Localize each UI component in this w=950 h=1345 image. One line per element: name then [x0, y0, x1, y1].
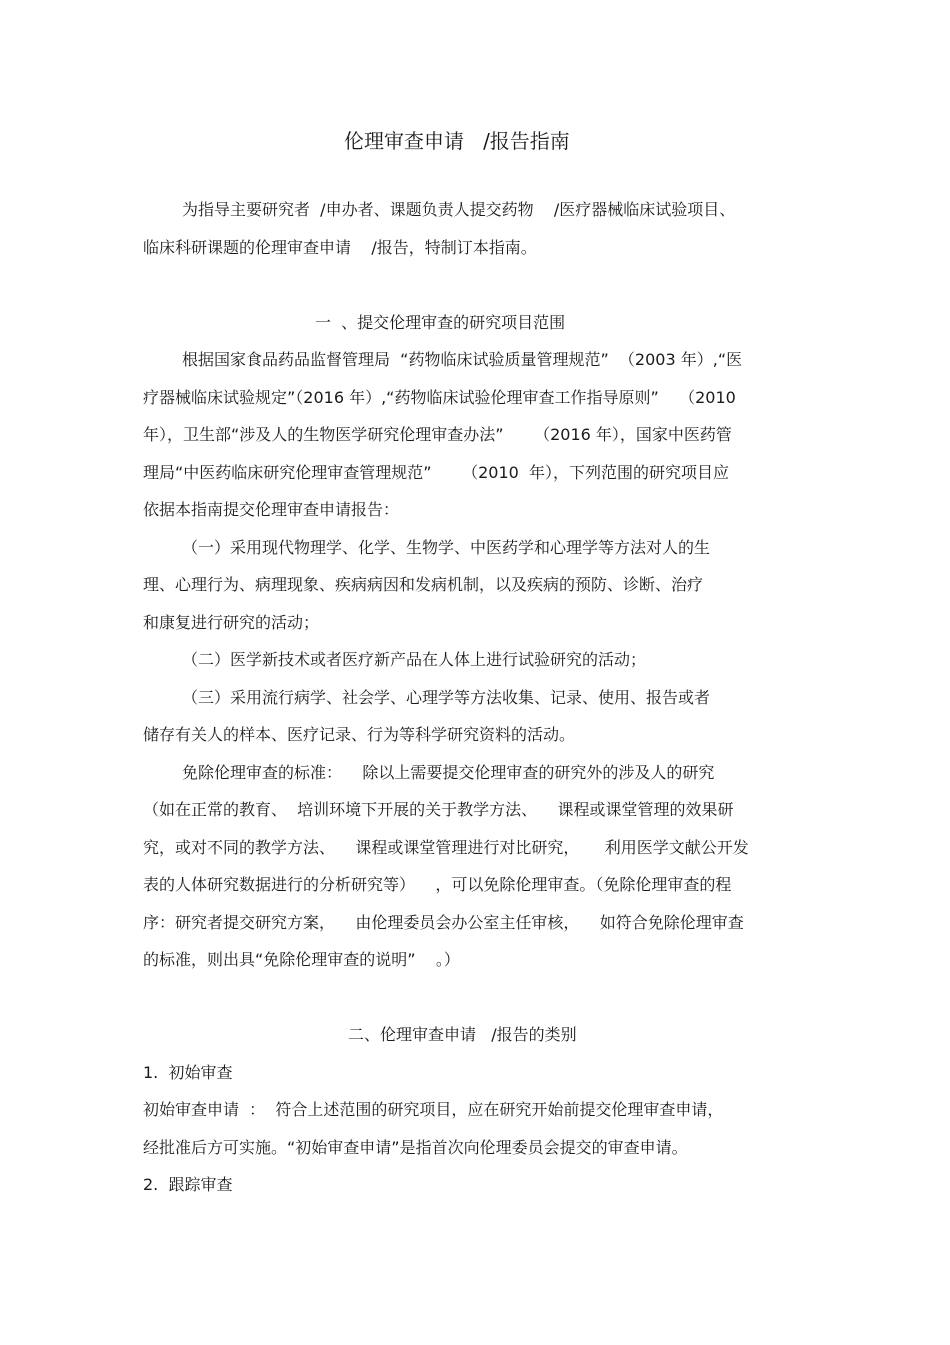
section-1-line: 理、心理行为、病理现象、疾病病因和发病机制，以及疾病的预防、诊断、治疗: [143, 575, 704, 594]
section-1-line: （三）采用流行病学、社会学、心理学等方法收集、记录、使用、报告或者: [182, 688, 711, 707]
section-2-line: 初始审查申请 ： 符合上述范围的研究项目，应在研究开始前提交伦理审查申请，: [143, 1100, 724, 1119]
section-1-line: 序：研究者提交研究方案， 由伦理委员会办公室主任审核， 如符合免除伦理审查: [143, 913, 744, 932]
section-1-line: 表的人体研究数据进行的分析研究等） ，可以免除伦理审查。（免除伦理审查的程: [143, 875, 732, 894]
section-2-heading: 二、伦理审查申请 /报告的类别: [348, 1025, 577, 1044]
section-1-line: 根据国家食品药品监督管理局 “药物临床试验质量管理规范” （2003 年）,“医: [182, 350, 743, 369]
section-1-line: （如在正常的教育、 培训环境下开展的关于教学方法、 课程或课堂管理的效果研: [143, 800, 734, 819]
section-1-line: 理局“中医药临床研究伦理审查管理规范” （2010 年），下列范围的研究项目应: [143, 463, 729, 482]
intro-line-2: 临床科研课题的伦理审查申请 /报告，特制订本指南。: [143, 238, 537, 257]
intro-line-1: 为指导主要研究者 /申办者、课题负责人提交药物 /医疗器械临床试验项目、: [182, 200, 736, 219]
section-2-line: 2. 跟踪审查: [143, 1175, 233, 1194]
section-1-line: 依据本指南提交伦理审查申请报告：: [143, 500, 400, 519]
section-1-line: 免除伦理审查的标准： 除以上需要提交伦理审查的研究外的涉及人的研究: [182, 763, 715, 782]
section-2-line: 经批准后方可实施。“初始审查申请”是指首次向伦理委员会提交的审查申请。: [143, 1138, 688, 1157]
section-1-line: （二）医学新技术或者医疗新产品在人体上进行试验研究的活动；: [182, 650, 647, 669]
section-1-line: 的标准，则出具“免除伦理审查的说明” 。）: [143, 950, 460, 969]
section-1-line: 究，或对不同的教学方法、 课程或课堂管理进行对比研究， 利用医学文献公开发: [143, 838, 749, 857]
page-title: 伦理审查申请 /报告指南: [344, 129, 570, 153]
section-2-line: 1. 初始审查: [143, 1063, 233, 1082]
section-1-line: 年），卫生部“涉及人的生物医学研究伦理审查办法” （2016 年），国家中医药管: [143, 425, 732, 444]
section-1-line: （一）采用现代物理学、化学、生物学、中医药学和心理学等方法对人的生: [182, 538, 711, 557]
section-1-line: 疗器械临床试验规定”（2016 年）,“药物临床试验伦理审查工作指导原则” （2010: [143, 388, 736, 407]
section-1-line: 储存有关人的样本、医疗记录、行为等科学研究资料的活动。: [143, 725, 576, 744]
section-1-line: 和康复进行研究的活动；: [143, 613, 320, 632]
section-1-heading: 一 、提交伦理审查的研究项目范围: [315, 313, 566, 332]
